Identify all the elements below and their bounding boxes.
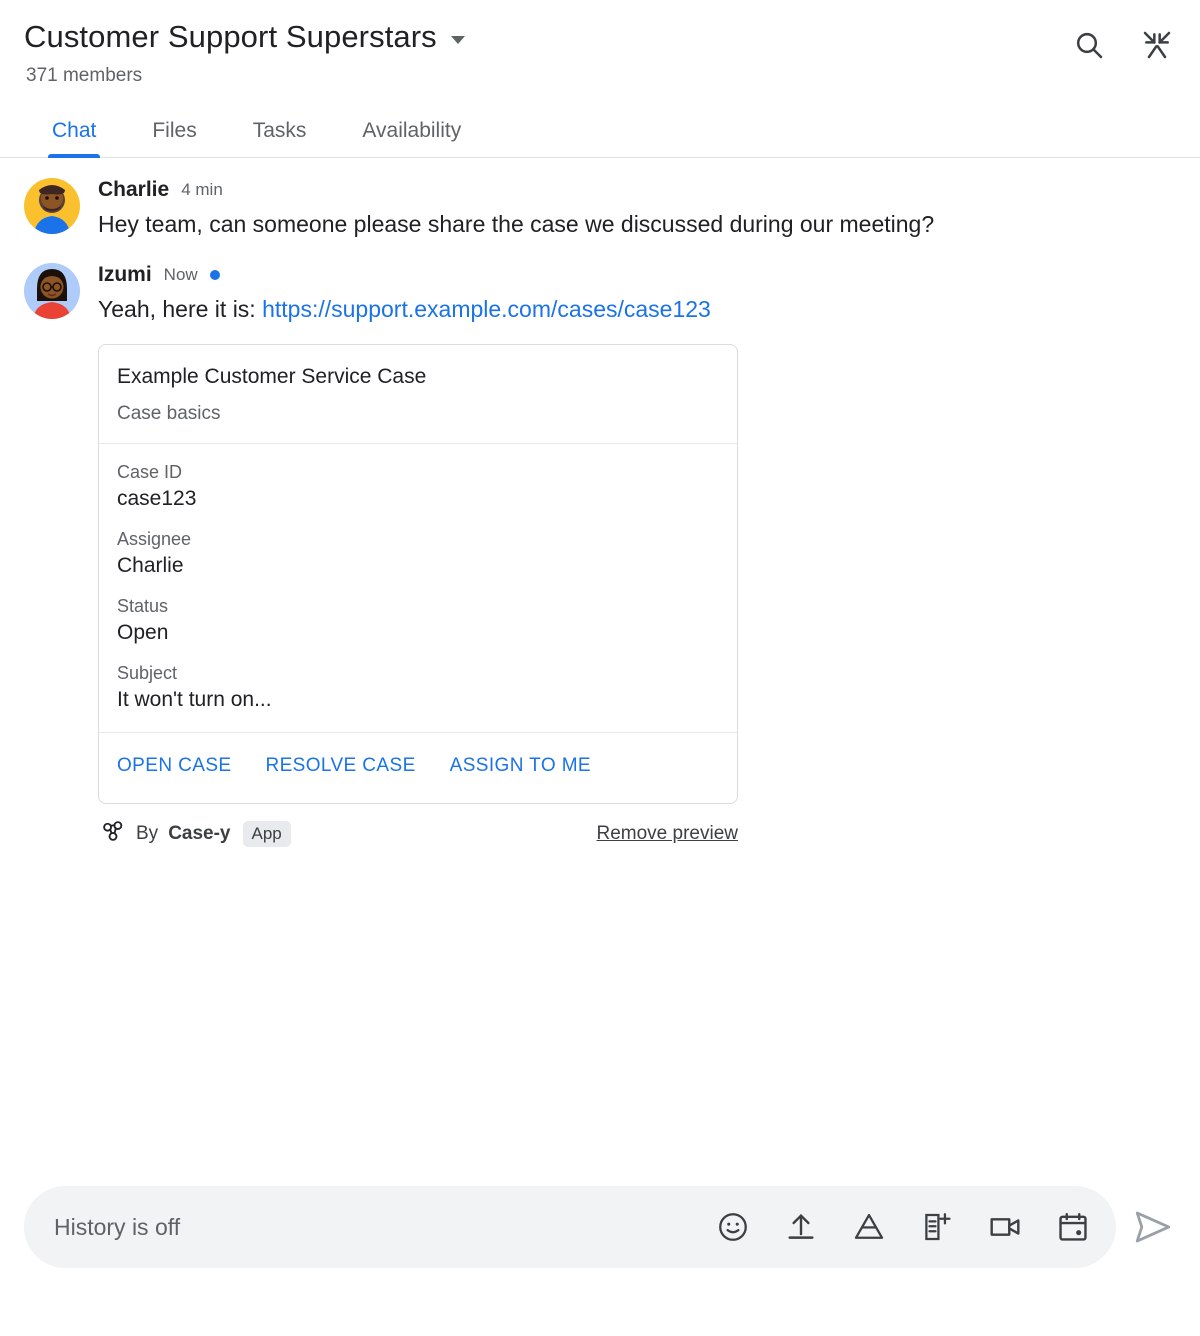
composer-icon-row [696, 1208, 1092, 1246]
tab-chat[interactable]: Chat [24, 109, 124, 157]
unread-indicator-dot [210, 270, 220, 280]
drive-icon[interactable] [850, 1208, 888, 1246]
calendar-icon[interactable] [1054, 1208, 1092, 1246]
field-label: Assignee [117, 528, 192, 549]
room-title-row [24, 18, 1176, 55]
tab-bar [0, 109, 1200, 158]
chevron-down-icon[interactable] [451, 36, 465, 44]
message-body [98, 263, 1176, 850]
message-list [0, 158, 1200, 849]
message-timestamp: Now [163, 264, 198, 284]
field-value: It won't turn on... [117, 687, 272, 711]
card-header [99, 345, 737, 444]
message-input[interactable] [52, 1213, 696, 1242]
field-value: case123 [117, 486, 197, 510]
message-text: Hey team, can someone please share the case we discussed during our meeting? [98, 211, 935, 238]
field-case-id [117, 462, 719, 511]
send-button[interactable] [1130, 1204, 1176, 1250]
field-value: Charlie [117, 553, 184, 577]
card-subtitle: Case basics [117, 402, 221, 424]
field-status [117, 596, 719, 645]
attribution-app-name: Case-y [168, 822, 231, 844]
message-text-prefix: Yeah, here it is: [98, 295, 263, 322]
avatar[interactable] [24, 263, 80, 319]
message-text [98, 293, 998, 326]
video-call-icon[interactable] [986, 1208, 1024, 1246]
member-count: 371 members [26, 65, 143, 87]
card-attribution [98, 818, 738, 850]
message-composer [0, 1186, 1200, 1268]
field-label: Subject [117, 662, 178, 683]
composer-field[interactable] [24, 1186, 1116, 1268]
attribution-left [100, 818, 291, 850]
collapse-icon[interactable] [1140, 28, 1174, 62]
card-actions [99, 733, 737, 803]
message-item [24, 178, 1176, 241]
card-fields [99, 444, 737, 733]
card-title: Example Customer Service Case [117, 364, 427, 388]
header-actions [1072, 28, 1174, 62]
search-icon[interactable] [1072, 28, 1106, 62]
message-item [24, 263, 1176, 850]
message-header [98, 178, 1176, 202]
remove-preview-button[interactable]: Remove preview [596, 822, 738, 844]
upload-icon[interactable] [782, 1208, 820, 1246]
case-link[interactable]: https://support.example.com/cases/case123 [262, 295, 711, 322]
app-badge: App [243, 821, 291, 847]
tab-tasks[interactable]: Tasks [252, 119, 307, 143]
field-label: Case ID [117, 461, 183, 482]
case-preview-card [98, 344, 738, 804]
message-header [98, 263, 1176, 287]
field-label: Status [117, 595, 169, 616]
emoji-icon[interactable] [714, 1208, 752, 1246]
field-assignee [117, 529, 719, 578]
tab-availability[interactable]: Availability [362, 119, 462, 143]
docs-add-icon[interactable] [918, 1208, 956, 1246]
attribution-by-text: By [136, 822, 159, 844]
resolve-case-button[interactable]: RESOLVE CASE [265, 754, 416, 776]
tab-files[interactable]: Files [152, 119, 197, 143]
page-title: Customer Support Superstars [24, 19, 437, 54]
open-case-button[interactable]: OPEN CASE [117, 754, 232, 776]
avatar[interactable] [24, 178, 80, 234]
field-value: Open [117, 620, 169, 644]
field-subject [117, 663, 719, 712]
webhook-icon [100, 818, 126, 850]
chat-header [0, 0, 1200, 87]
message-body [98, 178, 1176, 241]
message-sender: Charlie [98, 178, 170, 202]
message-sender: Izumi [98, 262, 152, 286]
assign-to-me-button[interactable]: ASSIGN TO ME [449, 754, 591, 776]
message-timestamp: 4 min [181, 180, 223, 200]
